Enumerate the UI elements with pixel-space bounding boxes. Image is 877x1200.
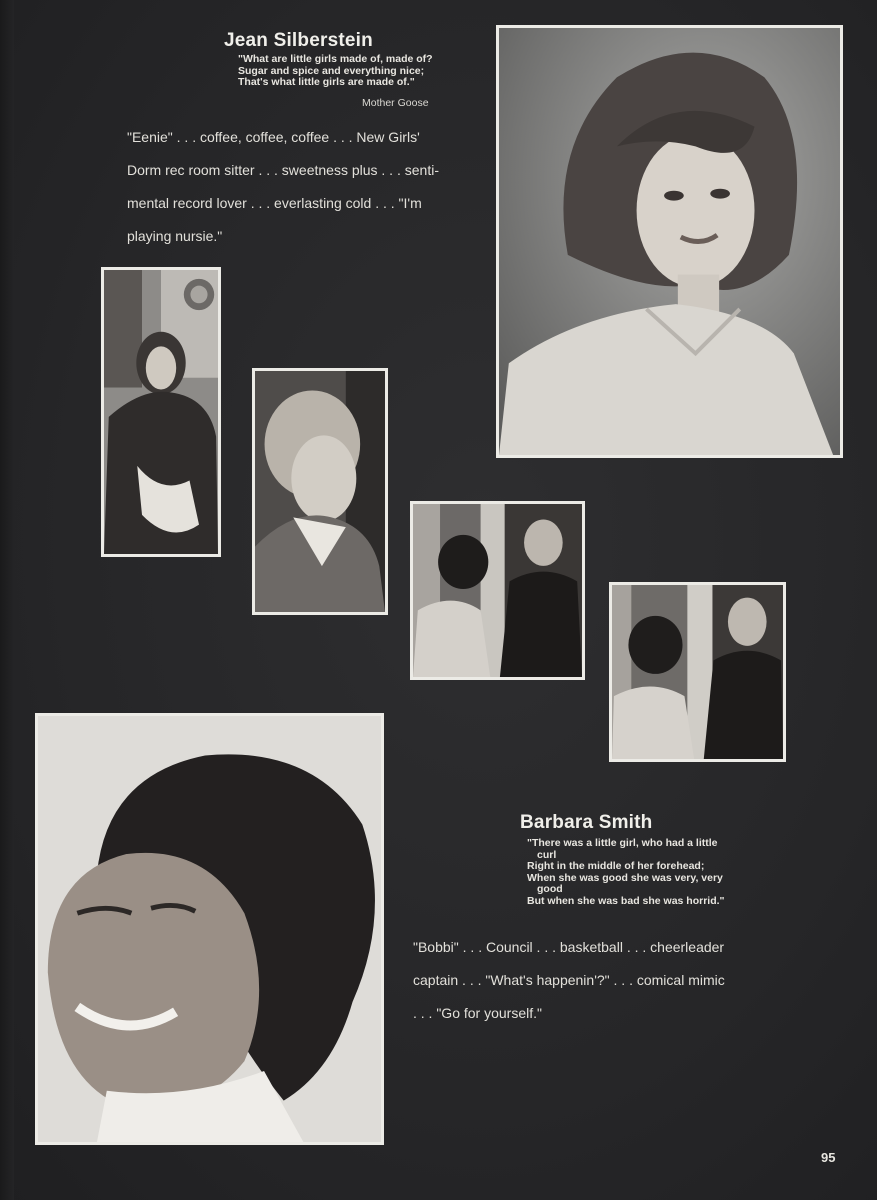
jean-caption [127,121,439,253]
barbara-caption-line: captain . . . "What's happenin'?" . . . comical mimic [413,972,725,988]
jean-verse-line: "What are little girls made of, made of? [238,53,433,65]
jean-caption-line: "Eenie" . . . coffee, coffee, coffee . . . New Girls' [127,129,420,145]
barbara-verse-line: good [537,883,563,895]
jean-name: Jean Silberstein [224,30,373,51]
barbara-caption [413,931,725,1030]
barbara-verse-line: curl [537,848,557,861]
jean-verse-line: Sugar and spice and everything nice; [238,64,425,77]
jean-caption-line: Dorm rec room sitter . . . sweetness plus . . . senti- [127,162,439,178]
jean-verse [238,54,433,89]
candid-photo-1 [101,267,221,557]
barbara-portrait-photo [35,713,384,1145]
candid-photo-2 [252,368,388,615]
jean-caption-line: mental record lover . . . everlasting cold . . . "I'm [127,195,422,211]
jean-verse-line: That's what little girls are made of." [238,76,415,88]
jean-verse-attribution: Mother Goose [362,97,429,109]
page-number: 95 [821,1150,836,1165]
candid-photo-4 [609,582,786,762]
barbara-name: Barbara Smith [520,812,653,833]
barbara-caption-line: . . . "Go for yourself." [413,1005,542,1021]
barbara-verse-line: When she was good she was very, very [527,871,723,884]
jean-caption-line: playing nursie." [127,228,223,244]
candid-photo-3 [410,501,585,680]
barbara-verse [527,838,725,907]
jean-portrait-photo [496,25,843,458]
barbara-verse-line: Right in the middle of her forehead; [527,860,705,872]
barbara-caption-line: "Bobbi" . . . Council . . . basketball . . . cheerleader [413,939,725,955]
barbara-verse-line: "There was a little girl, who had a little [527,837,718,849]
barbara-verse-line: But when she was bad she was horrid." [527,894,725,907]
